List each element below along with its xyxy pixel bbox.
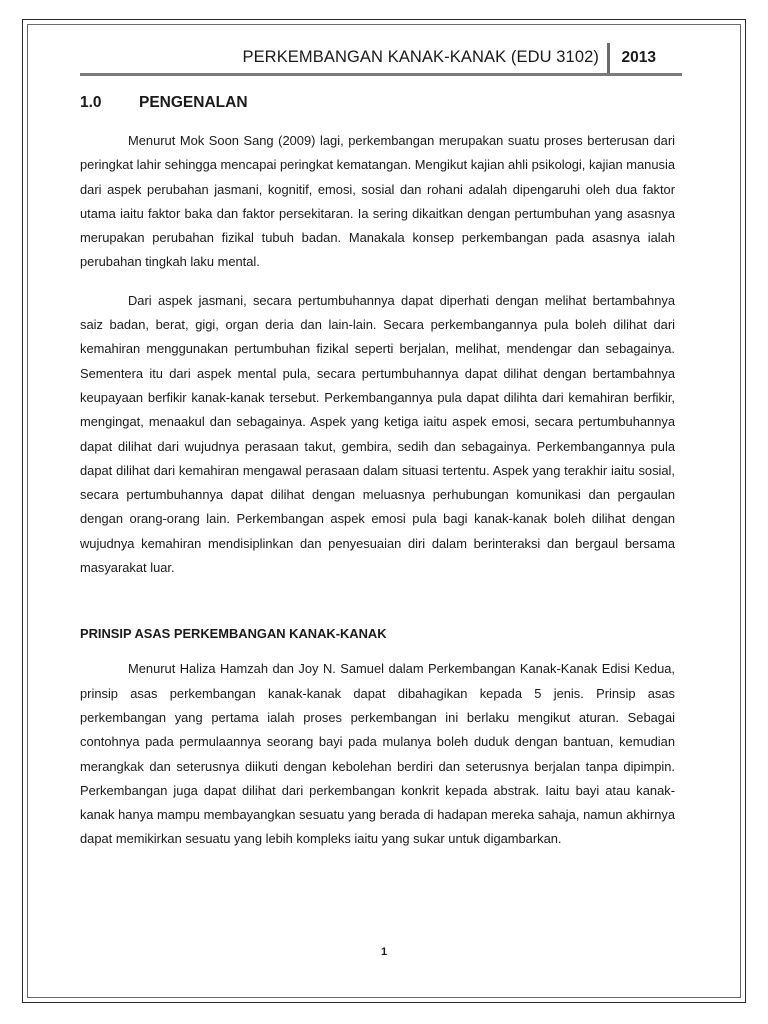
section-title: PENGENALAN: [139, 94, 248, 111]
paragraph: Dari aspek jasmani, secara pertumbuhannya dapat diperhati dengan melihat bertambahnya saiz badan, berat, gigi, organ deria dan lain-lain. Secara perkembangannya pula boleh dilihat dari kemahiran menggunakan pertumbuhan fizikal seperti berjalan, melihat, mendengar dan sebagainya. Sementera itu dari aspek mental pula, secara pertumbuhannya dapat dilihat dengan bertambahnya keupayaan berfikir kanak-kanak tersebut. Perkembangannya pula dapat dilihta dari kemahiran berfikir, mengingat, menaakul dan sebagainya. Aspek yang ketiga iaitu aspek emosi, secara pertumbuhannya dapat dilihat dari wujudnya perasaan takut, gembira, sedih dan sebagainya. Perkembangannya pula dapat dilihat dari kemahiran mengawal perasaan dalam situasi tertentu. Aspek yang terakhir iaitu sosial, secara pertumbuhannya dapat dilihat dengan meluasnya perhubungan komunikasi dan pergaulan dengan orang-orang lain. Perkembangan aspek emosi pula bagi kanak-kanak boleh dilihat dengan wujudnya kemahiran mendisiplinkan dan penyesuaian diri dalam berinteraksi dan bergaul bersama masyarakat luar.: [80, 292, 675, 576]
section-heading: [80, 92, 675, 114]
header-separator: [607, 43, 610, 73]
page-header: [80, 46, 682, 72]
header-rule: [80, 73, 682, 76]
page-number: 1: [380, 946, 388, 958]
paragraph: Menurut Haliza Hamzah dan Joy N. Samuel dalam Perkembangan Kanak-Kanak Edisi Kedua, prinsip asas perkembangan kanak-kanak dapat dibahagikan kepada 5 jenis. Prinsip asas perkembangan yang pertama ialah proses perkembangan ini berlaku mengikut aturan. Sebagai contohnya pada permulaannya seorang bayi pada mulanya boleh duduk dengan bantuan, kemudian merangkak dan seterusnya diikuti dengan kebolehan berdiri dan seterusnya berjalan tanpa dipimpin. Perkembangan juga dapat dilihat dari perkembangan konkrit kepada abstrak. Iaitu bayi atau kanak-kanak hanya mampu membayangkan sesuatu yang berada di hadapan mereka sahaja, namun akhirnya dapat memikirkan sesuatu yang lebih kompleks iaitu yang sukar untuk digambarkan.: [80, 661, 675, 847]
subheading: PRINSIP ASAS PERKEMBANGAN KANAK-KANAK: [80, 626, 387, 642]
document-body: [80, 92, 675, 852]
section-number: 1.0: [80, 94, 102, 111]
header-title: PERKEMBANGAN KANAK-KANAK (EDU 3102): [242, 48, 599, 66]
header-year: 2013: [621, 49, 656, 66]
paragraph: Menurut Mok Soon Sang (2009) lagi, perkembangan merupakan suatu proses berterusan dari peringkat lahir sehingga mencapai peringkat kematangan. Mengikut kajian ahli psikologi, kajian manusia dari aspek perubahan jasmani, kognitif, emosi, sosial dan rohani adalah dipengaruhi oleh dua faktor utama iaitu faktor baka dan faktor persekitaran. Ia sering dikaitkan dengan pertumbuhan yang asasnya merupakan perubahan fizikal tubuh badan. Manakala konsep perkembangan pada asasnya ialah perubahan tingkah laku mental.: [80, 133, 675, 270]
